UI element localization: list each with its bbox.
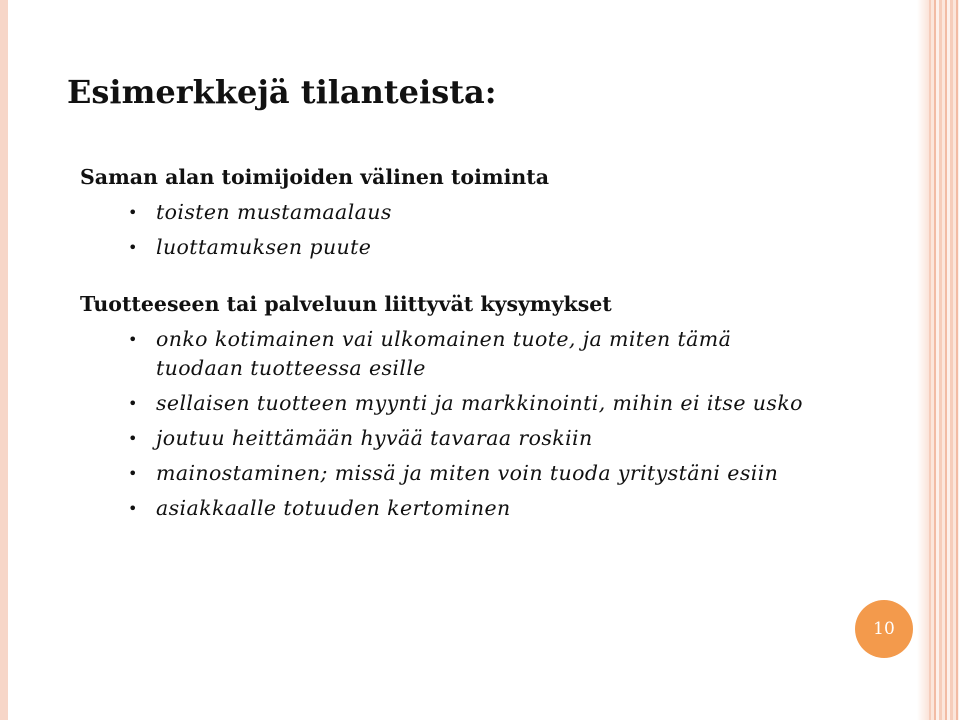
list-item-text: sellaisen tuotteen myynti ja markkinointi, mihin ei itse usko bbox=[156, 391, 803, 415]
left-border-decoration bbox=[0, 0, 8, 720]
page-number-badge: 10 bbox=[855, 600, 913, 658]
bullet-icon: • bbox=[128, 330, 138, 349]
right-stripes-decoration bbox=[917, 0, 959, 720]
list-item-text: toisten mustamaalaus bbox=[156, 200, 392, 224]
list-item-text: onko kotimainen vai ulkomainen tuote, ja miten tämä tuodaan tuotteessa esille bbox=[156, 327, 732, 380]
bullet-icon: • bbox=[128, 429, 138, 448]
slide-content bbox=[80, 162, 900, 523]
list-item bbox=[80, 459, 900, 488]
section-list-products bbox=[80, 325, 900, 523]
slide-title: Esimerkkejä tilanteista: bbox=[67, 73, 497, 111]
list-item bbox=[80, 389, 900, 418]
list-item bbox=[80, 424, 900, 453]
list-item-text: luottamuksen puute bbox=[156, 235, 372, 259]
list-item bbox=[80, 494, 900, 523]
bullet-icon: • bbox=[128, 464, 138, 483]
section-list-competitors bbox=[80, 198, 900, 262]
bullet-icon: • bbox=[128, 394, 138, 413]
list-item bbox=[80, 198, 900, 227]
list-item-text: asiakkaalle totuuden kertominen bbox=[156, 496, 511, 520]
list-item-text: mainostaminen; missä ja miten voin tuoda yritystäni esiin bbox=[156, 461, 779, 485]
section-heading-products: Tuotteeseen tai palveluun liittyvät kysymykset bbox=[80, 292, 612, 316]
list-item-text: joutuu heittämään hyvää tavaraa roskiin bbox=[156, 426, 593, 450]
bullet-icon: • bbox=[128, 203, 138, 222]
section-heading-competitors: Saman alan toimijoiden välinen toiminta bbox=[80, 165, 550, 189]
list-item bbox=[80, 233, 900, 262]
list-item bbox=[80, 325, 900, 383]
bullet-icon: • bbox=[128, 238, 138, 257]
bullet-icon: • bbox=[128, 499, 138, 518]
